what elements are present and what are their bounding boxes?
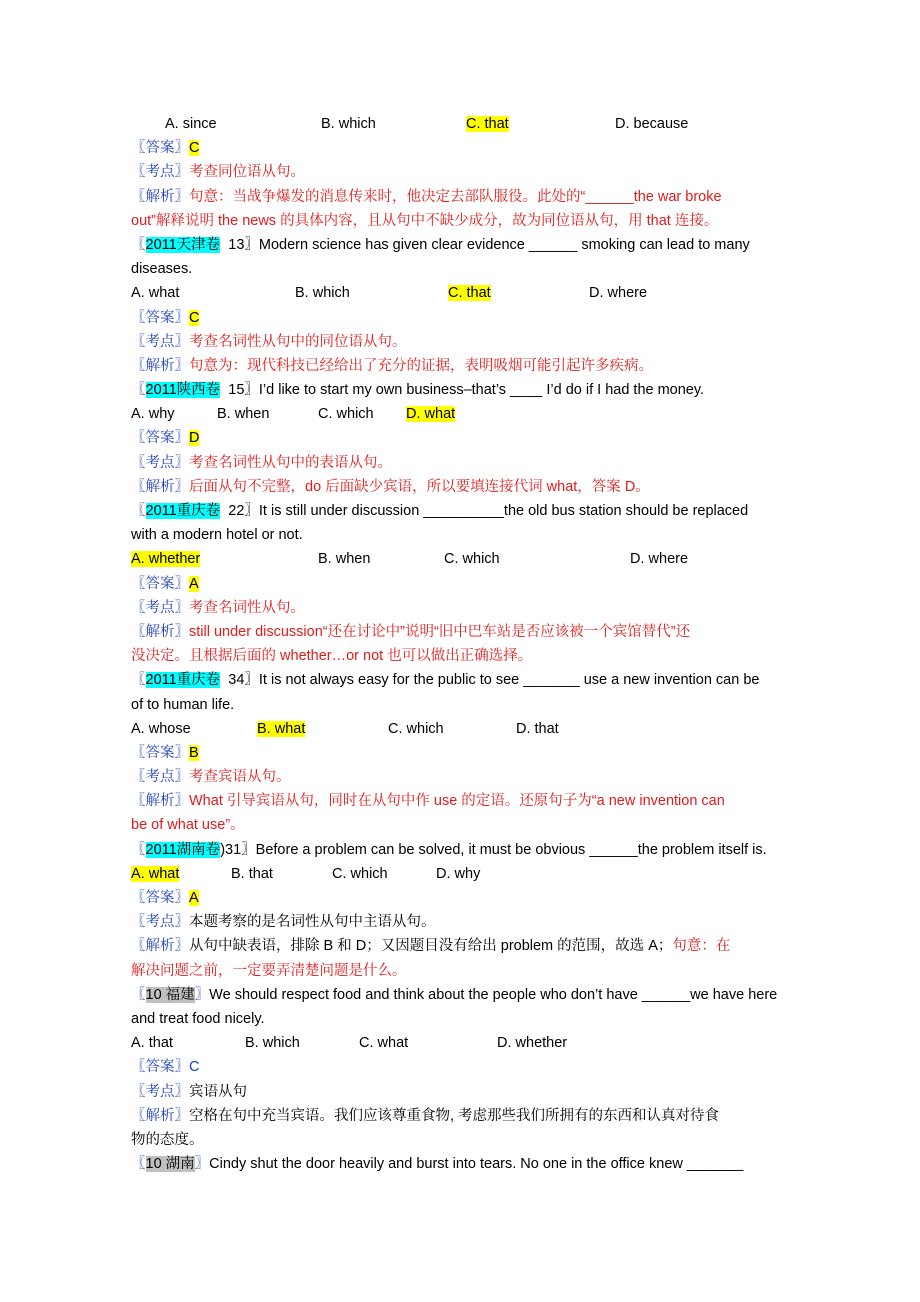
q1-option-c-correct: C. that [466, 116, 509, 132]
q6-source: 2011湖南卷 [145, 841, 221, 858]
q1-point: 〖考点〗考查同位语从句。 [131, 164, 305, 181]
document-body [131, 112, 811, 1176]
q6-answer: 〖答案〗A [131, 890, 199, 906]
q7-point: 〖考点〗宾语从句 [131, 1083, 247, 1100]
q1-analysis-cont: out”解释说明 the news 的具体内容，且从句中不缺少成分，故为同位语从句，用 that 连接。 [131, 212, 719, 229]
q5-stem: 〖2011重庆卷 34〗It is not always easy for the public to see _______ use a new invention can be [131, 672, 760, 689]
q5-analysis: 〖解析〗What 引导宾语从句，同时在从句中作 use 的定语。还原句子为“a new invention can [131, 793, 725, 810]
q4-stem-cont: with a modern hotel or not. [131, 527, 303, 544]
q8-stem: 〖10 湖南〗Cindy shut the door heavily and burst into tears. No one in the office knew _______ [131, 1156, 744, 1173]
q7-stem: 〖10 福建〗We should respect food and think about the people who don’t have ______we have here [131, 986, 778, 1003]
q1-option-d: D. because [615, 116, 689, 132]
q7-stem-cont: and treat food nicely. [131, 1010, 265, 1027]
q3-options: A. why B. when C. which D. what [131, 406, 456, 423]
q4-options: A. whether B. when C. which D. where [131, 551, 689, 568]
q2-point: 〖考点〗考查名词性从句中的同位语从句。 [131, 333, 407, 350]
q6-analysis: 〖解析〗从句中缺表语，排除 B 和 D；又因题目没有给出 problem 的范围，故选 A；句意：在 [131, 938, 731, 955]
q3-option-d-correct: D. what [406, 406, 456, 423]
q1-option-b: B. which [321, 116, 376, 132]
q2-analysis: 〖解析〗句意为：现代科技已经给出了充分的证据，表明吸烟可能引起许多疾病。 [131, 357, 653, 374]
q1-analysis: 〖解析〗句意：当战争爆发的消息传来时，他决定去部队服役。此处的“______the war broke [131, 188, 722, 205]
q5-option-b-correct: B. what [257, 720, 306, 737]
q4-analysis-cont: 没决定。且根据后面的 whether…or not 也可以做出正确选择。 [131, 648, 533, 665]
q5-point: 〖考点〗考查宾语从句。 [131, 769, 291, 786]
q1-options [131, 112, 811, 136]
q4-stem: 〖2011重庆卷 22〗It is still under discussion __________the old bus station should be replaced [131, 503, 749, 519]
q3-answer: 〖答案〗D [131, 430, 200, 447]
q6-option-a-correct: A. what [131, 865, 180, 882]
q6-analysis-cont: 解决问题之前，一定要弄清楚问题是什么。 [131, 962, 407, 979]
q6-stem: 〖2011湖南卷)31〗Before a problem can be solved, it must be obvious ______the problem itself is. [131, 841, 767, 858]
q4-source: 2011重庆卷 [145, 503, 221, 519]
q4-point: 〖考点〗考查名词性从句。 [131, 599, 305, 616]
q5-source: 2011重庆卷 [145, 672, 221, 689]
q5-options: A. whose B. what C. which D. that [131, 720, 559, 737]
q1-answer: 〖答案〗C [131, 140, 200, 157]
q3-analysis: 〖解析〗后面从句不完整，do 后面缺少宾语，所以要填连接代词 what，答案 D。 [131, 478, 650, 495]
q7-source: 10 福建 [145, 986, 195, 1003]
q3-source: 2011陕西卷 [145, 382, 221, 399]
q2-option-c-correct: C. that [448, 285, 491, 302]
q4-option-a-correct: A. whether [131, 551, 201, 568]
q2-source: 2011天津卷 [145, 236, 221, 253]
q2-stem: 〖2011天津卷 13〗Modern science has given clear evidence ______ smoking can lead to many [131, 236, 750, 253]
q4-analysis: 〖解析〗still under discussion“还在讨论中”说明“旧中巴车站是否应该被一个宾馆替代”还 [131, 623, 691, 640]
q4-answer: 〖答案〗A [131, 575, 199, 592]
q8-source: 10 湖南 [145, 1156, 195, 1173]
q2-options: A. what B. which C. that D. where [131, 285, 648, 302]
q5-stem-cont: of to human life. [131, 696, 235, 713]
q3-point: 〖考点〗考查名词性从句中的表语从句。 [131, 454, 392, 471]
q5-analysis-cont: be of what use”。 [131, 817, 245, 834]
q6-options: A. what B. that C. which D. why [131, 865, 481, 882]
q2-stem-cont: diseases. [131, 261, 193, 278]
q7-analysis: 〖解析〗空格在句中充当宾语。我们应该尊重食物, 考虑那些我们所拥有的东西和认真对待食 [131, 1107, 720, 1124]
q7-analysis-cont: 物的态度。 [131, 1131, 204, 1148]
q1-option-a: A. since [165, 116, 217, 132]
q3-stem: 〖2011陕西卷 15〗I’d like to start my own business–that’s ____ I’d do if I had the money. [131, 382, 705, 399]
q5-answer: 〖答案〗B [131, 744, 199, 761]
q6-point: 〖考点〗本题考察的是名词性从句中主语从句。 [131, 914, 436, 931]
q7-answer: 〖答案〗C [131, 1059, 200, 1076]
q2-answer: 〖答案〗C [131, 309, 200, 326]
q7-options: A. that B. which C. what D. whether [131, 1035, 568, 1052]
